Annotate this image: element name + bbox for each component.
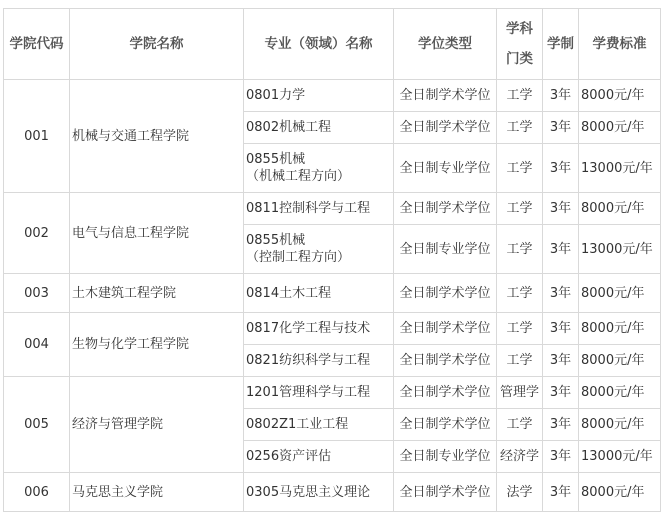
major-cell: 0305马克思主义理论 — [244, 473, 394, 512]
header-degree-type: 学位类型 — [394, 9, 497, 80]
duration-cell: 3年 — [543, 144, 579, 193]
discipline-cell: 工学 — [497, 274, 543, 313]
college-code-cell: 006 — [4, 473, 70, 512]
degree-cell: 全日制学术学位 — [394, 473, 497, 512]
college-name-cell: 土木建筑工程学院 — [70, 274, 244, 313]
major-cell — [244, 144, 394, 193]
degree-cell: 全日制学术学位 — [394, 193, 497, 225]
fee-cell: 8000元/年 — [579, 112, 661, 144]
table-row — [4, 313, 661, 345]
major-cell: 0801力学 — [244, 80, 394, 112]
degree-cell: 全日制学术学位 — [394, 112, 497, 144]
major-cell: 0821纺织科学与工程 — [244, 345, 394, 377]
duration-cell: 3年 — [543, 112, 579, 144]
discipline-cell: 经济学 — [497, 441, 543, 473]
college-code-cell: 002 — [4, 193, 70, 274]
fee-cell: 8000元/年 — [579, 473, 661, 512]
major-cell: 0817化学工程与技术 — [244, 313, 394, 345]
discipline-cell: 工学 — [497, 313, 543, 345]
duration-cell: 3年 — [543, 80, 579, 112]
header-college-name: 学院名称 — [70, 9, 244, 80]
table-header-row — [4, 9, 661, 80]
degree-cell: 全日制学术学位 — [394, 409, 497, 441]
major-cell: 0802机械工程 — [244, 112, 394, 144]
duration-cell: 3年 — [543, 225, 579, 274]
discipline-cell: 工学 — [497, 225, 543, 274]
degree-cell: 全日制学术学位 — [394, 377, 497, 409]
duration-cell: 3年 — [543, 441, 579, 473]
degree-cell: 全日制专业学位 — [394, 225, 497, 274]
duration-cell: 3年 — [543, 274, 579, 313]
college-name-cell: 机械与交通工程学院 — [70, 80, 244, 193]
table-row — [4, 473, 661, 512]
degree-cell: 全日制专业学位 — [394, 144, 497, 193]
discipline-cell: 工学 — [497, 80, 543, 112]
discipline-cell: 工学 — [497, 193, 543, 225]
major-cell: 0811控制科学与工程 — [244, 193, 394, 225]
duration-cell: 3年 — [543, 193, 579, 225]
table-row — [4, 377, 661, 409]
degree-cell: 全日制学术学位 — [394, 80, 497, 112]
header-discipline-line1: 学科 — [506, 21, 533, 37]
college-code-cell: 003 — [4, 274, 70, 313]
duration-cell: 3年 — [543, 377, 579, 409]
header-fee: 学费标准 — [579, 9, 661, 80]
fee-cell: 8000元/年 — [579, 345, 661, 377]
fee-cell: 8000元/年 — [579, 313, 661, 345]
fee-cell: 13000元/年 — [579, 441, 661, 473]
college-name-cell: 生物与化学工程学院 — [70, 313, 244, 377]
duration-cell: 3年 — [543, 313, 579, 345]
fee-cell: 8000元/年 — [579, 80, 661, 112]
fee-cell: 13000元/年 — [579, 144, 661, 193]
discipline-cell: 管理学 — [497, 377, 543, 409]
degree-cell: 全日制学术学位 — [394, 345, 497, 377]
college-name-cell: 马克思主义学院 — [70, 473, 244, 512]
fee-cell: 8000元/年 — [579, 193, 661, 225]
major-name: 0855机械 — [246, 152, 306, 167]
major-cell — [244, 225, 394, 274]
major-direction: （控制工程方向） — [246, 250, 351, 265]
degree-cell: 全日制专业学位 — [394, 441, 497, 473]
discipline-cell: 法学 — [497, 473, 543, 512]
fee-cell: 8000元/年 — [579, 274, 661, 313]
header-duration: 学制 — [543, 9, 579, 80]
fee-cell: 8000元/年 — [579, 377, 661, 409]
college-code-cell: 004 — [4, 313, 70, 377]
degree-cell: 全日制学术学位 — [394, 313, 497, 345]
discipline-cell: 工学 — [497, 144, 543, 193]
college-name-cell: 经济与管理学院 — [70, 377, 244, 473]
major-cell: 1201管理科学与工程 — [244, 377, 394, 409]
major-cell: 0802Z1工业工程 — [244, 409, 394, 441]
major-cell: 0814土木工程 — [244, 274, 394, 313]
college-code-cell: 005 — [4, 377, 70, 473]
discipline-cell: 工学 — [497, 345, 543, 377]
fee-cell: 13000元/年 — [579, 225, 661, 274]
duration-cell: 3年 — [543, 345, 579, 377]
header-major-name: 专业（领域）名称 — [244, 9, 394, 80]
college-name-cell: 电气与信息工程学院 — [70, 193, 244, 274]
degree-cell: 全日制学术学位 — [394, 274, 497, 313]
table-row — [4, 274, 661, 313]
header-discipline — [497, 9, 543, 80]
major-name: 0855机械 — [246, 233, 306, 248]
college-code-cell: 001 — [4, 80, 70, 193]
table-row — [4, 193, 661, 225]
duration-cell: 3年 — [543, 409, 579, 441]
major-direction: （机械工程方向） — [246, 169, 351, 184]
discipline-cell: 工学 — [497, 112, 543, 144]
header-college-code: 学院代码 — [4, 9, 70, 80]
tuition-table — [3, 8, 661, 512]
discipline-cell: 工学 — [497, 409, 543, 441]
table-row — [4, 80, 661, 112]
major-cell: 0256资产评估 — [244, 441, 394, 473]
fee-cell: 8000元/年 — [579, 409, 661, 441]
header-discipline-line2: 门类 — [506, 51, 533, 67]
duration-cell: 3年 — [543, 473, 579, 512]
